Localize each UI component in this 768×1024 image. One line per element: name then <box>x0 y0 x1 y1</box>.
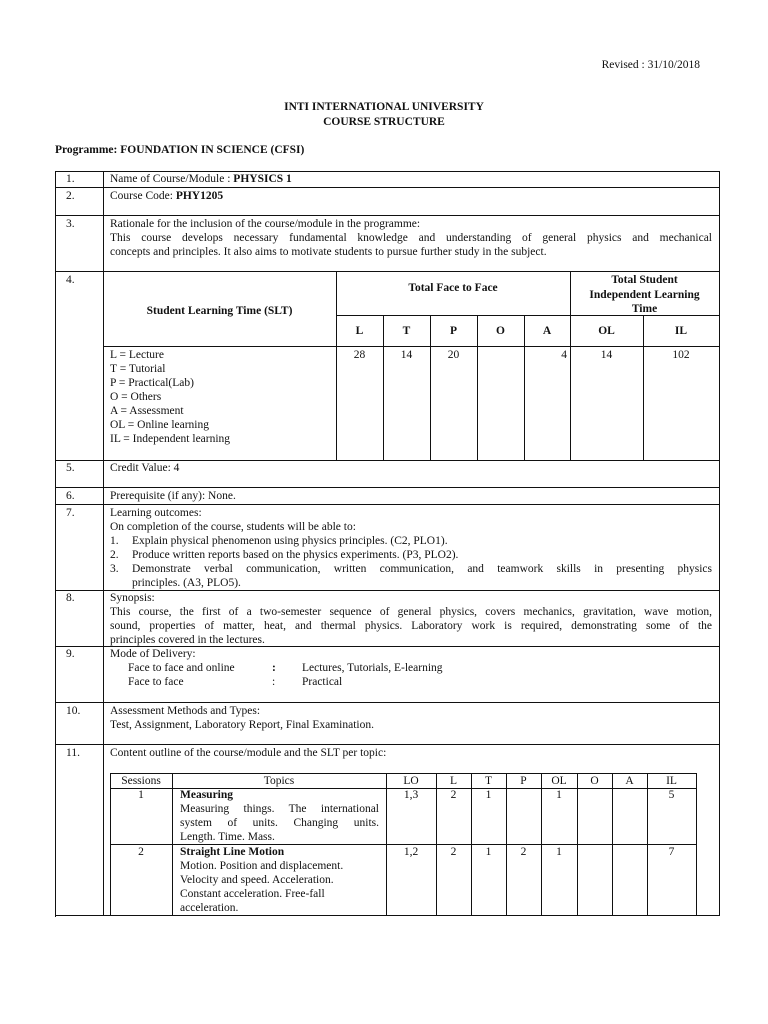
topic-table-header: Sessions <box>121 775 161 787</box>
inner-col-divider <box>696 773 697 916</box>
topic-line: Velocity and speed. Acceleration. <box>180 874 334 886</box>
row-number: 9. <box>66 648 75 660</box>
row-number: 7. <box>66 507 75 519</box>
table-border-right <box>719 171 720 916</box>
outcome-text: principles. (A3, PLO5). <box>132 577 241 589</box>
session-il: 7 <box>668 846 675 858</box>
slt-values-divider <box>103 346 719 347</box>
number-column-divider <box>103 171 104 916</box>
course-code <box>110 189 223 203</box>
inner-col-divider <box>172 773 173 916</box>
slt-col-header: OL <box>598 325 615 337</box>
topic-table-header: LO <box>403 775 419 787</box>
inner-col-divider <box>612 773 613 916</box>
slt-legend-item: P = Practical(Lab) <box>110 377 194 389</box>
slt-value: 28 <box>353 349 366 361</box>
session-t: 1 <box>485 846 492 858</box>
slt-legend-item: A = Assessment <box>110 405 184 417</box>
synopsis-title: Synopsis: <box>110 592 155 604</box>
delivery-detail: Lectures, Tutorials, E-learning <box>302 662 443 674</box>
revised-date: Revised : 31/10/2018 <box>601 59 700 71</box>
row-divider <box>55 187 720 188</box>
slt-value: 14 <box>400 349 413 361</box>
outcome-number: 2. <box>110 549 119 561</box>
university-name: INTI INTERNATIONAL UNIVERSITY <box>284 101 484 113</box>
outcome-number: 3. <box>110 563 119 575</box>
learning-outcomes-intro: On completion of the course, students will be able to: <box>110 521 356 533</box>
session-ol: 1 <box>556 846 562 858</box>
slt-legend-item: O = Others <box>110 391 162 403</box>
delivery-separator: : <box>272 662 276 674</box>
slt-legend-item: OL = Online learning <box>110 419 209 431</box>
slt-label: Student Learning Time (SLT) <box>146 305 293 317</box>
course-code-label: Course Code: <box>110 190 176 202</box>
slt-legend-item: L = Lecture <box>110 349 164 361</box>
rationale-line: concepts and principles. It also aims to motivate students to pursue further study in the subject. <box>110 246 547 258</box>
row-divider <box>55 590 720 591</box>
assessment-title: Assessment Methods and Types: <box>110 705 261 717</box>
slt-col-header: T <box>402 325 411 337</box>
credit-value: Credit Value: 4 <box>110 462 180 474</box>
course-code-value: PHY1205 <box>175 190 224 202</box>
face-to-face-header: Total Face to Face <box>408 282 498 294</box>
row-number: 8. <box>66 592 75 604</box>
topic-table-header: Topics <box>263 775 295 787</box>
session-il: 5 <box>668 789 675 801</box>
topic-line: Measuring things. The international <box>180 803 379 815</box>
table-border-bottom <box>55 915 720 916</box>
slt-col-header: O <box>496 325 505 337</box>
independent-header-line: Time <box>631 303 658 315</box>
topic-table-header: T <box>484 775 493 787</box>
outcome-text: Explain physical phenomenon using physics principles. (C2, PLO1). <box>132 535 448 547</box>
row-number: 5. <box>66 462 75 474</box>
row-number: 1. <box>66 173 75 185</box>
topic-table-header: IL <box>666 775 677 787</box>
delivery-separator: : <box>272 676 276 688</box>
row-divider <box>55 504 720 505</box>
topic-line: system of units. Changing units. <box>180 817 379 829</box>
slt-legend-item: IL = Independent learning <box>110 433 231 445</box>
slt-value: 14 <box>600 349 613 361</box>
slt-value: 102 <box>672 349 690 361</box>
session-p: 2 <box>520 846 527 858</box>
document-title: COURSE STRUCTURE <box>323 116 445 128</box>
prerequisite: Prerequisite (if any): None. <box>110 490 236 502</box>
course-name-label: Name of Course/Module : <box>110 173 234 185</box>
slt-value: 4 <box>561 349 567 361</box>
slt-divider <box>336 271 337 460</box>
synopsis-line: sound, properties of matter, heat, and thermal physics. Laboratory work is required, demonstrating some of the <box>110 620 712 632</box>
learning-outcomes-title: Learning outcomes: <box>110 507 202 519</box>
topic-table-header: L <box>449 775 458 787</box>
row-number: 11. <box>66 747 80 759</box>
delivery-title: Mode of Delivery: <box>110 648 196 660</box>
outcome-text: Demonstrate verbal communication, written communication, and teamwork skills in presenting physics <box>132 563 712 575</box>
topic-table-header: OL <box>551 775 567 787</box>
delivery-mode: Face to face and online <box>128 662 235 674</box>
session-number: 1 <box>138 789 144 801</box>
row-divider <box>55 271 720 272</box>
session-l: 2 <box>450 846 457 858</box>
slt-legend-item: T = Tutorial <box>110 363 166 375</box>
programme-title: Programme: FOUNDATION IN SCIENCE (CFSI) <box>55 144 305 156</box>
outcome-number: 1. <box>110 535 119 547</box>
topic-table-header: P <box>520 775 527 787</box>
independent-header-line: Independent Learning <box>589 289 700 301</box>
session-t: 1 <box>485 789 492 801</box>
topic-title: Straight Line Motion <box>180 846 285 858</box>
slt-value: 20 <box>447 349 460 361</box>
delivery-mode: Face to face <box>128 676 184 688</box>
row-number: 10. <box>66 705 81 717</box>
row-divider <box>55 215 720 216</box>
slt-col-header: IL <box>674 325 688 337</box>
topic-line: Constant acceleration. Free-fall <box>180 888 325 900</box>
session-number: 2 <box>138 846 144 858</box>
row-divider <box>55 487 720 488</box>
rationale-title: Rationale for the inclusion of the course/module in the programme: <box>110 218 421 230</box>
session-lo: 1,3 <box>403 789 419 801</box>
row-number: 3. <box>66 218 75 230</box>
session-lo: 1,2 <box>403 846 419 858</box>
topic-table-header: A <box>625 775 634 787</box>
independent-header-line: Total Student <box>611 274 678 286</box>
row-number: 4. <box>66 274 75 286</box>
content-outline-title: Content outline of the course/module and the SLT per topic: <box>110 747 387 759</box>
synopsis-line: This course, the first of a two-semester sequence of general physics, covers mechanics, gravitation, wave motion, <box>110 606 712 618</box>
delivery-detail: Practical <box>302 676 343 688</box>
synopsis-line: principles covered in the lectures. <box>110 634 265 646</box>
row-number: 6. <box>66 490 75 502</box>
outcome-text: Produce written reports based on the physics experiments. (P3, PLO2). <box>132 549 459 561</box>
session-ol: 1 <box>556 789 562 801</box>
slt-col-header: A <box>542 325 552 337</box>
topic-line: Length. Time. Mass. <box>180 831 275 843</box>
slt-col-header: L <box>355 325 364 337</box>
row-number: 2. <box>66 190 75 202</box>
row-divider <box>55 702 720 703</box>
course-name-value: PHYSICS 1 <box>233 173 292 185</box>
row-divider <box>55 744 720 745</box>
rationale-line: This course develops necessary fundamental knowledge and understanding of general physics and mechanical <box>110 232 712 244</box>
topic-title: Measuring <box>180 789 234 801</box>
topic-line: acceleration. <box>180 902 239 914</box>
inner-col-divider <box>577 773 578 916</box>
course-name <box>110 172 292 186</box>
session-l: 2 <box>450 789 457 801</box>
assessment-methods: Test, Assignment, Laboratory Report, Final Examination. <box>110 719 374 731</box>
slt-col-header: P <box>449 325 458 337</box>
topic-line: Motion. Position and displacement. <box>180 860 344 872</box>
topic-table-header: O <box>590 775 599 787</box>
